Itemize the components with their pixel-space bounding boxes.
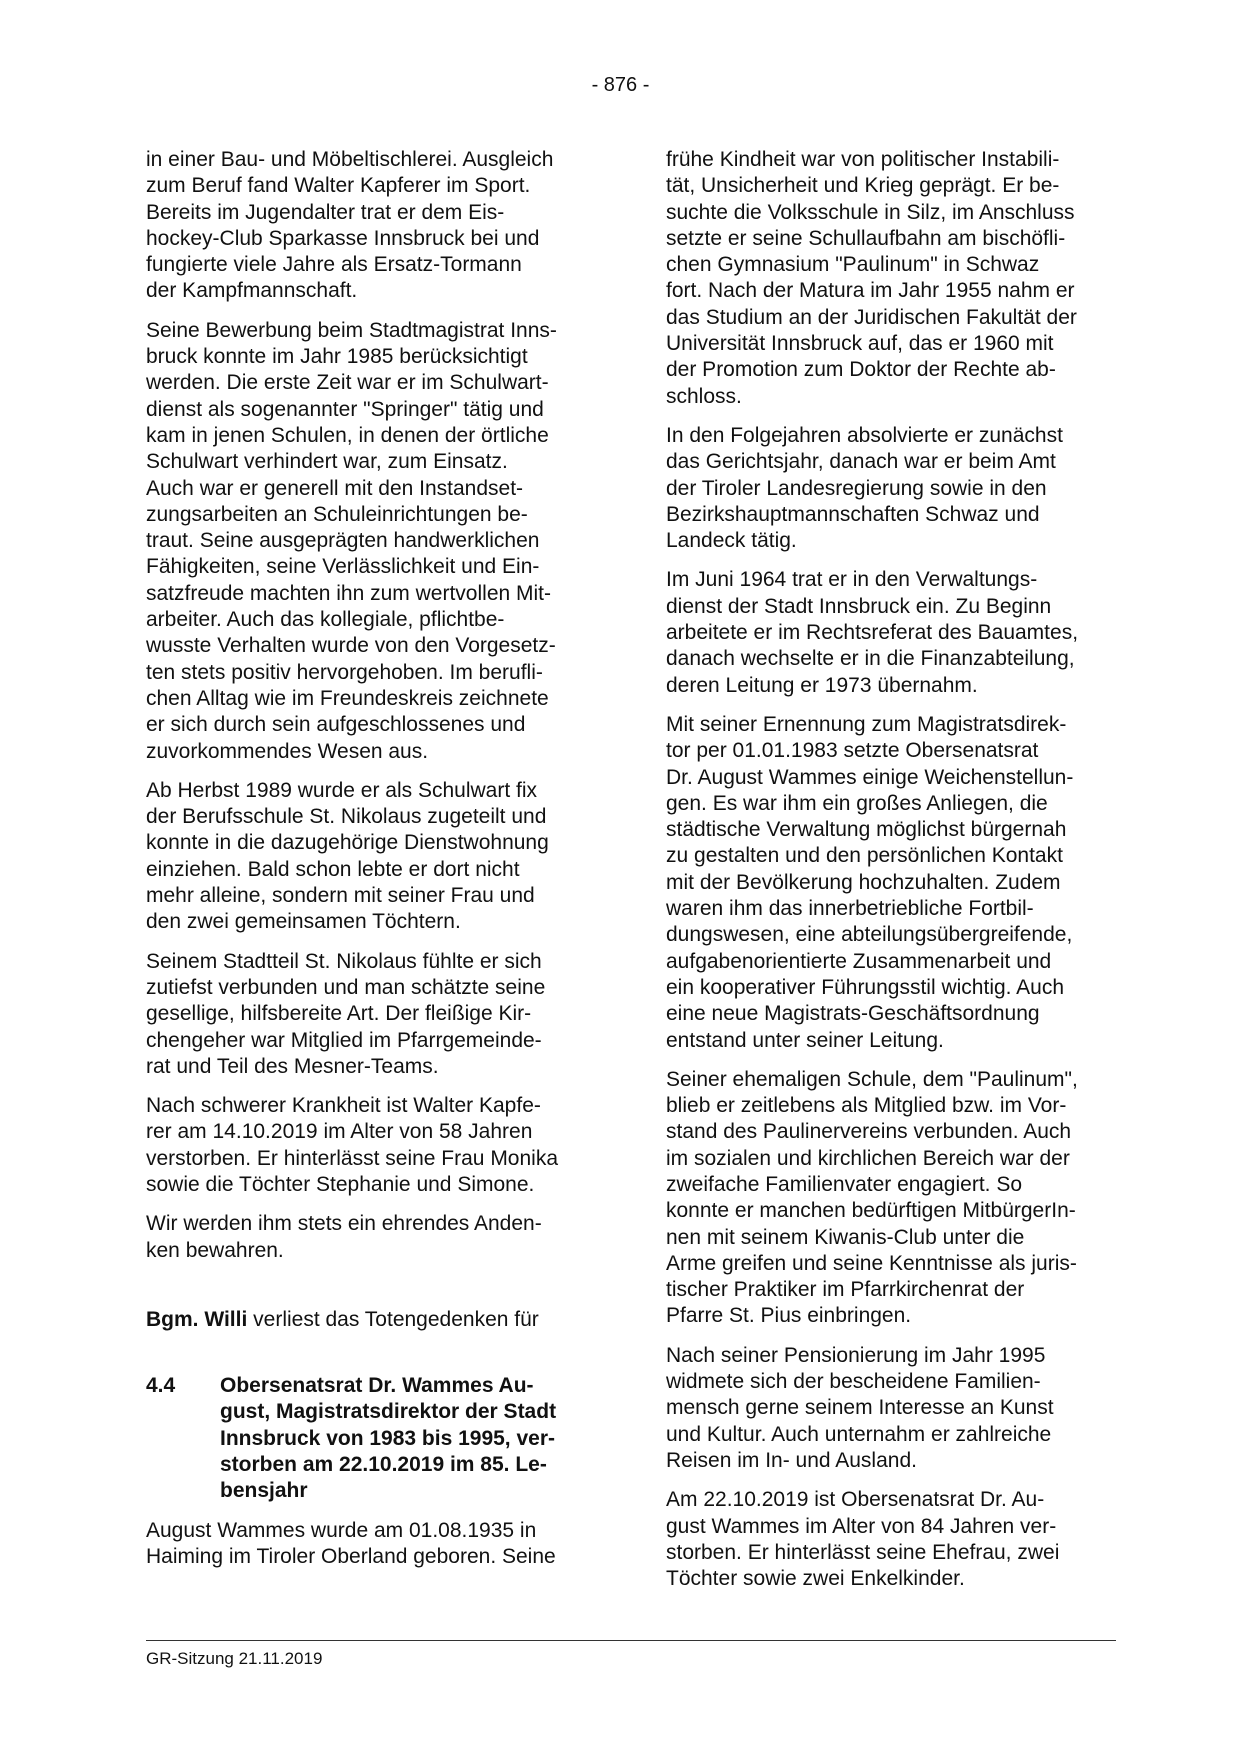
text-line: nen mit seinem Kiwanis-Club unter die <box>666 1225 1025 1249</box>
text-line: Auch war er generell mit den Instandset- <box>146 476 524 500</box>
text-line: er sich durch sein aufgeschlossenes und <box>146 713 526 737</box>
text-line: Obersenatsrat Dr. Wammes Au- <box>220 1374 534 1398</box>
text-line: konnte in die dazugehörige Dienstwohnung <box>146 831 549 855</box>
text-line: dungswesen, eine abteilungsübergreifende, <box>666 923 1073 947</box>
text-line: tor per 01.01.1983 setzte Obersenatsrat <box>666 739 1039 763</box>
text-line: gesellige, hilfsbereite Art. Der fleißige Kir- <box>146 1002 532 1026</box>
text-line: rat und Teil des Mesner-Teams. <box>146 1054 439 1078</box>
text-line: satzfreude machten ihn zum wertvollen Mit- <box>146 581 551 605</box>
mayor-name: Bgm. Willi <box>146 1307 248 1331</box>
text-line: widmete sich der bescheidene Familien- <box>666 1370 1041 1394</box>
text-line: hockey-Club Sparkasse Innsbruck bei und <box>146 226 540 250</box>
paragraph <box>666 1343 1116 1474</box>
text-line: chen Alltag wie im Freundeskreis zeichnete <box>146 686 549 710</box>
paragraph <box>146 778 596 936</box>
paragraph <box>666 712 1116 1054</box>
text-line: chen Gymnasium "Paulinum" in Schwaz <box>666 253 1040 277</box>
text-line: mensch gerne seinem Interesse an Kunst <box>666 1396 1054 1420</box>
text-line: tischer Praktiker im Pfarrkirchenrat der <box>666 1278 1025 1302</box>
text-line: Reisen im In- und Ausland. <box>666 1448 917 1472</box>
text-line: Am 22.10.2019 ist Obersenatsrat Dr. Au- <box>666 1488 1045 1512</box>
text-line: danach wechselte er in die Finanzabteilung, <box>666 647 1075 671</box>
text-line: der Tiroler Landesregierung sowie in den <box>666 476 1047 500</box>
text-line: Bezirkshauptmannschaften Schwaz und <box>666 502 1040 526</box>
text-line: wusste Verhalten wurde von den Vorgesetz- <box>146 634 556 658</box>
text-line: Landeck tätig. <box>666 529 797 553</box>
page-number: - 876 - <box>591 74 650 96</box>
paragraph <box>666 567 1116 698</box>
text-line: zutiefst verbunden und man schätzte seine <box>146 975 546 999</box>
text-line: städtische Verwaltung möglichst bürgernah <box>666 818 1067 842</box>
text-line: verstorben. Er hinterlässt seine Frau Monika <box>146 1146 559 1170</box>
paragraph <box>666 147 1116 410</box>
text-line: Pfarre St. Pius einbringen. <box>666 1304 912 1328</box>
text-line: mehr alleine, sondern mit seiner Frau und <box>146 884 535 908</box>
footer-divider <box>146 1640 1116 1641</box>
text-line: schloss. <box>666 384 742 408</box>
text-line: zweifache Familienvater engagiert. So <box>666 1172 1023 1196</box>
text-line: das Studium an der Juridischen Fakultät der <box>666 305 1077 329</box>
text-line: chengeher war Mitglied im Pfarrgemeinde- <box>146 1028 542 1052</box>
text-line: einziehen. Bald schon lebte er dort nicht <box>146 857 520 881</box>
text-line: stand des Paulinervereins verbunden. Auch <box>666 1120 1072 1144</box>
text-line: tät, Unsicherheit und Krieg geprägt. Er be- <box>666 174 1060 198</box>
text-line: ein kooperativer Führungsstil wichtig. Auch <box>666 975 1065 999</box>
text-line: dienst als sogenannter "Springer" tätig und <box>146 397 544 421</box>
text-line: im sozialen und kirchlichen Bereich war der <box>666 1146 1070 1170</box>
text-line: Ab Herbst 1989 wurde er als Schulwart fix <box>146 778 538 802</box>
text-line: Arme greifen und seine Kenntnisse als juris- <box>666 1251 1077 1275</box>
text-line: gust Wammes im Alter von 84 Jahren ver- <box>666 1514 1057 1538</box>
text-line: Seinem Stadtteil St. Nikolaus fühlte er sich <box>146 949 542 973</box>
text-line: zu gestalten und den persönlichen Kontakt <box>666 844 1063 868</box>
text-line: zum Beruf fand Walter Kapferer im Sport. <box>146 174 531 198</box>
text-line: bruck konnte im Jahr 1985 berücksichtigt <box>146 345 528 369</box>
right-column <box>666 147 1116 1605</box>
text-line: bensjahr <box>220 1479 308 1503</box>
paragraph <box>666 423 1116 554</box>
mayor-note-text: verliest das Totengedenken für <box>247 1307 539 1331</box>
text-line: deren Leitung er 1973 übernahm. <box>666 673 978 697</box>
section-heading <box>146 1373 596 1504</box>
text-line: konnte er manchen bedürftigen MitbürgerIn- <box>666 1199 1076 1223</box>
text-line: eine neue Magistrats-Geschäftsordnung <box>666 1002 1040 1026</box>
text-line: In den Folgejahren absolvierte er zunächst <box>666 423 1063 447</box>
closing-paragraph <box>146 1518 596 1571</box>
text-line: ten stets positiv hervorgehoben. Im berufli- <box>146 660 543 684</box>
text-line: sowie die Töchter Stephanie und Simone. <box>146 1172 535 1196</box>
text-line: Fähigkeiten, seine Verlässlichkeit und Ein- <box>146 555 540 579</box>
paragraph <box>666 1067 1116 1330</box>
text-line: Haiming im Tiroler Oberland geboren. Seine <box>146 1544 556 1568</box>
text-line: Dr. August Wammes einige Weichenstellun- <box>666 765 1074 789</box>
text-line: der Promotion zum Doktor der Rechte ab- <box>666 358 1056 382</box>
text-line: aufgabenorientierte Zusammenarbeit und <box>666 949 1052 973</box>
text-line: Innsbruck von 1983 bis 1995, ver- <box>220 1426 555 1450</box>
text-line: gust, Magistratsdirektor der Stadt <box>220 1400 557 1424</box>
section-number: 4.4 <box>146 1374 176 1398</box>
text-line: der Kampfmannschaft. <box>146 279 358 303</box>
text-line: August Wammes wurde am 01.08.1935 in <box>146 1518 537 1542</box>
text-line: waren ihm das innerbetriebliche Fortbil- <box>666 897 1034 921</box>
section-title <box>220 1373 556 1504</box>
text-line: Seine Bewerbung beim Stadtmagistrat Inns- <box>146 318 557 342</box>
text-line: Nach schwerer Krankheit ist Walter Kapfe- <box>146 1094 541 1118</box>
paragraph <box>146 1211 596 1264</box>
mayor-note <box>146 1307 596 1333</box>
paragraph <box>666 1487 1116 1592</box>
text-line: und Kultur. Auch unternahm er zahlreiche <box>666 1422 1052 1446</box>
text-line: Seiner ehemaligen Schule, dem "Paulinum", <box>666 1067 1078 1091</box>
text-line: kam in jenen Schulen, in denen der örtliche <box>146 423 549 447</box>
text-line: rer am 14.10.2019 im Alter von 58 Jahren <box>146 1120 533 1144</box>
text-line: ken bewahren. <box>146 1238 284 1262</box>
text-line: arbeitete er im Rechtsreferat des Bauamtes, <box>666 621 1079 645</box>
text-line: storben. Er hinterlässt seine Ehefrau, zwei <box>666 1540 1060 1564</box>
text-line: Im Juni 1964 trat er in den Verwaltungs- <box>666 568 1038 592</box>
text-line: Mit seiner Ernennung zum Magistratsdirek- <box>666 712 1067 736</box>
left-paragraphs <box>146 147 596 1264</box>
left-column <box>146 147 596 1583</box>
text-line: fort. Nach der Matura im Jahr 1955 nahm er <box>666 279 1075 303</box>
text-line: gen. Es war ihm ein großes Anliegen, die <box>666 791 1048 815</box>
text-line: storben am 22.10.2019 im 85. Le- <box>220 1453 547 1477</box>
paragraph <box>146 1093 596 1198</box>
text-line: werden. Die erste Zeit war er im Schulwart- <box>146 371 549 395</box>
text-line: mit der Bevölkerung hochzuhalten. Zudem <box>666 870 1061 894</box>
text-line: Nach seiner Pensionierung im Jahr 1995 <box>666 1343 1046 1367</box>
text-line: zuvorkommendes Wesen aus. <box>146 739 429 763</box>
text-line: suchte die Volksschule in Silz, im Anschluss <box>666 200 1075 224</box>
text-line: das Gerichtsjahr, danach war er beim Amt <box>666 450 1056 474</box>
text-line: frühe Kindheit war von politischer Instabili- <box>666 148 1060 171</box>
text-line: dienst der Stadt Innsbruck ein. Zu Beginn <box>666 594 1052 618</box>
text-line: Töchter sowie zwei Enkelkinder. <box>666 1567 965 1591</box>
text-line: in einer Bau- und Möbeltischlerei. Ausgleich <box>146 148 554 171</box>
paragraph <box>146 949 596 1080</box>
text-line: traut. Seine ausgeprägten handwerklichen <box>146 529 540 553</box>
paragraph <box>146 147 596 305</box>
text-line: Bereits im Jugendalter trat er dem Eis- <box>146 200 505 224</box>
text-line: blieb er zeitlebens als Mitglied bzw. im Vor- <box>666 1094 1067 1118</box>
text-line: der Berufsschule St. Nikolaus zugeteilt und <box>146 805 547 829</box>
text-line: den zwei gemeinsamen Töchtern. <box>146 910 461 934</box>
text-line: zungsarbeiten an Schuleinrichtungen be- <box>146 502 528 526</box>
text-line: Wir werden ihm stets ein ehrendes Anden- <box>146 1212 542 1236</box>
text-line: Schulwart verhindert war, zum Einsatz. <box>146 450 508 474</box>
paragraph <box>146 318 596 765</box>
right-paragraphs <box>666 147 1116 1592</box>
text-line: entstand unter seiner Leitung. <box>666 1028 944 1052</box>
text-line: fungierte viele Jahre als Ersatz-Tormann <box>146 253 522 277</box>
text-line: setzte er seine Schullaufbahn am bischöfli- <box>666 226 1066 250</box>
text-line: Universität Innsbruck auf, das er 1960 mit <box>666 332 1054 356</box>
text-line: arbeiter. Auch das kollegiale, pflichtbe- <box>146 608 505 632</box>
footer-text: GR-Sitzung 21.11.2019 <box>146 1649 323 1668</box>
